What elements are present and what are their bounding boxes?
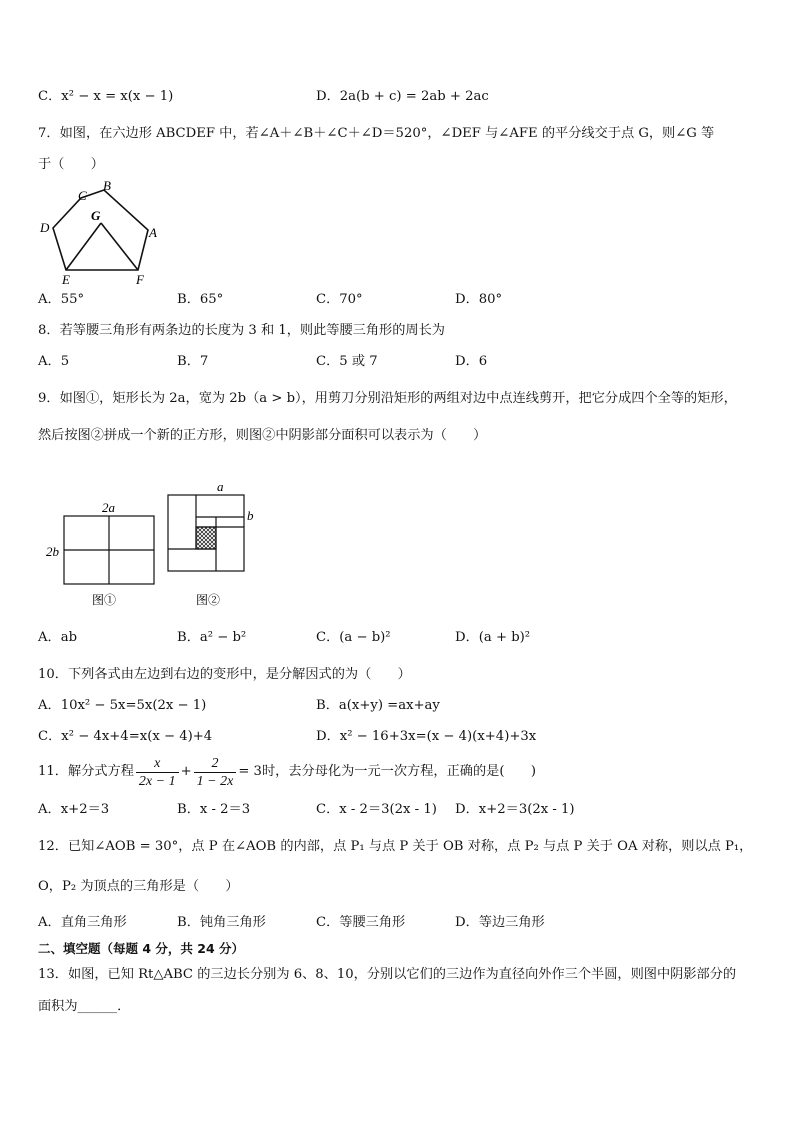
label-f: F [136, 272, 144, 286]
q7-option-b: B．65° [177, 292, 224, 307]
fraction-2-numerator: 2 [194, 755, 237, 773]
label-e: E [62, 272, 70, 286]
fraction-2 [194, 755, 237, 790]
shaded-square [196, 527, 216, 549]
q8-option-c: C．5 或 7 [316, 354, 378, 369]
question-12-stem-cont: O，P₂ 为顶点的三角形是（ ） [38, 879, 239, 894]
fraction-2-denominator: 1 − 2x [196, 773, 234, 789]
fig1-label-2b: 2b [46, 544, 59, 559]
q9-option-c: C．(a − b)² [316, 630, 391, 645]
q10-option-a: A．10x² − 5x=5x(2x − 1) [38, 698, 207, 713]
q10-option-b: B．a(x+y) =ax+ay [316, 698, 440, 713]
question-13-stem-cont: 面积为______． [38, 999, 131, 1014]
q12-option-d: D．等边三角形 [455, 915, 545, 930]
question-9-stem-cont: 然后按图②拼成一个新的正方形，则图②中阴影部分面积可以表示为（ ） [38, 428, 487, 443]
hexagon-figure [38, 178, 168, 286]
q9-option-a: A．ab [38, 630, 78, 645]
label-d: D [40, 220, 50, 235]
fraction-1-denominator: 2x − 1 [138, 773, 176, 789]
question-7-stem: 7．如图，在六边形 ABCDEF 中，若∠A＋∠B＋∠C＋∠D＝520°，∠DEF 与∠AFE 的平分线交于点 G，则∠G 等 [38, 126, 715, 141]
rectangle-figure-1 [44, 496, 162, 610]
question-8-stem: 8．若等腰三角形有两条边的长度为 3 和 1，则此等腰三角形的周长为 [38, 323, 445, 338]
q12-option-b: B．钝角三角形 [177, 915, 266, 930]
q8-option-b: B．7 [177, 354, 209, 369]
fig2-label-b: b [247, 508, 254, 523]
question-13-stem: 13．如图，已知 Rt△ABC 的三边长分别为 6、8、10，分别以它们的三边作为直径向外作三个半圆，则图中阴影部分的 [38, 967, 737, 982]
fraction-1 [136, 755, 179, 790]
q12-option-a: A．直角三角形 [38, 915, 127, 930]
question-12-stem: 12．已知∠AOB = 30°，点 P 在∠AOB 的内部，点 P₁ 与点 P 关于 OB 对称，点 P₂ 与点 P 关于 OA 对称，则以点 P₁， [38, 839, 753, 854]
q11-option-d: D．x+2＝3(2x - 1) [455, 802, 575, 817]
q8-option-a: A．5 [38, 354, 70, 369]
q7-option-a: A．55° [38, 292, 85, 307]
label-b: B [103, 178, 111, 193]
section-heading: 二、填空题（每题 4 分，共 24 分） [38, 941, 245, 956]
q7-option-d: D．80° [455, 292, 503, 307]
question-7-stem-cont: 于（ ） [38, 157, 104, 172]
q7-option-c: C．70° [316, 292, 363, 307]
label-a: A [149, 225, 157, 240]
fig2-label-a: a [217, 479, 224, 494]
q10-option-d: D．x² − 16+3x=(x − 4)(x+4)+3x [316, 729, 537, 744]
q11-prefix: 11．解分式方程 [38, 764, 134, 779]
label-g: G [91, 208, 101, 223]
q9-option-d: D．(a + b)² [455, 630, 531, 645]
square-figure-2 [160, 478, 270, 608]
bisector-eg [66, 223, 101, 270]
question-10-stem: 10．下列各式由左边到右边的变形中，是分解因式的为（ ） [38, 667, 411, 682]
option-c: C．x² − x = x(x − 1) [38, 89, 174, 104]
fig1-label-2a: 2a [102, 500, 115, 515]
question-11-stem [38, 754, 536, 790]
fraction-1-numerator: x [136, 755, 179, 773]
q9-option-b: B．a² − b² [177, 630, 247, 645]
fig1-caption: 图① [92, 593, 117, 607]
plus-sign: + [180, 764, 192, 779]
q11-option-a: A．x+2＝3 [38, 802, 110, 817]
hexagon-outline [53, 190, 148, 270]
q11-suffix: = 3时，去分母化为一元一次方程，正确的是( ) [238, 764, 536, 779]
q11-option-b: B．x - 2＝3 [177, 802, 251, 817]
label-c: C [78, 188, 87, 203]
q11-option-c: C．x - 2＝3(2x - 1) [316, 802, 437, 817]
q12-option-c: C．等腰三角形 [316, 915, 406, 930]
question-9-stem: 9．如图①，矩形长为 2a，宽为 2b（a > b），用剪刀分别沿矩形的两组对边中点连线剪开，把它分成四个全等的矩形， [38, 391, 737, 406]
fig2-caption: 图② [196, 593, 221, 607]
q8-option-d: D．6 [455, 354, 488, 369]
q10-option-c: C．x² − 4x+4=x(x − 4)+4 [38, 729, 213, 744]
bisector-fg [101, 223, 138, 270]
option-d: D．2a(b + c) = 2ab + 2ac [316, 89, 489, 104]
